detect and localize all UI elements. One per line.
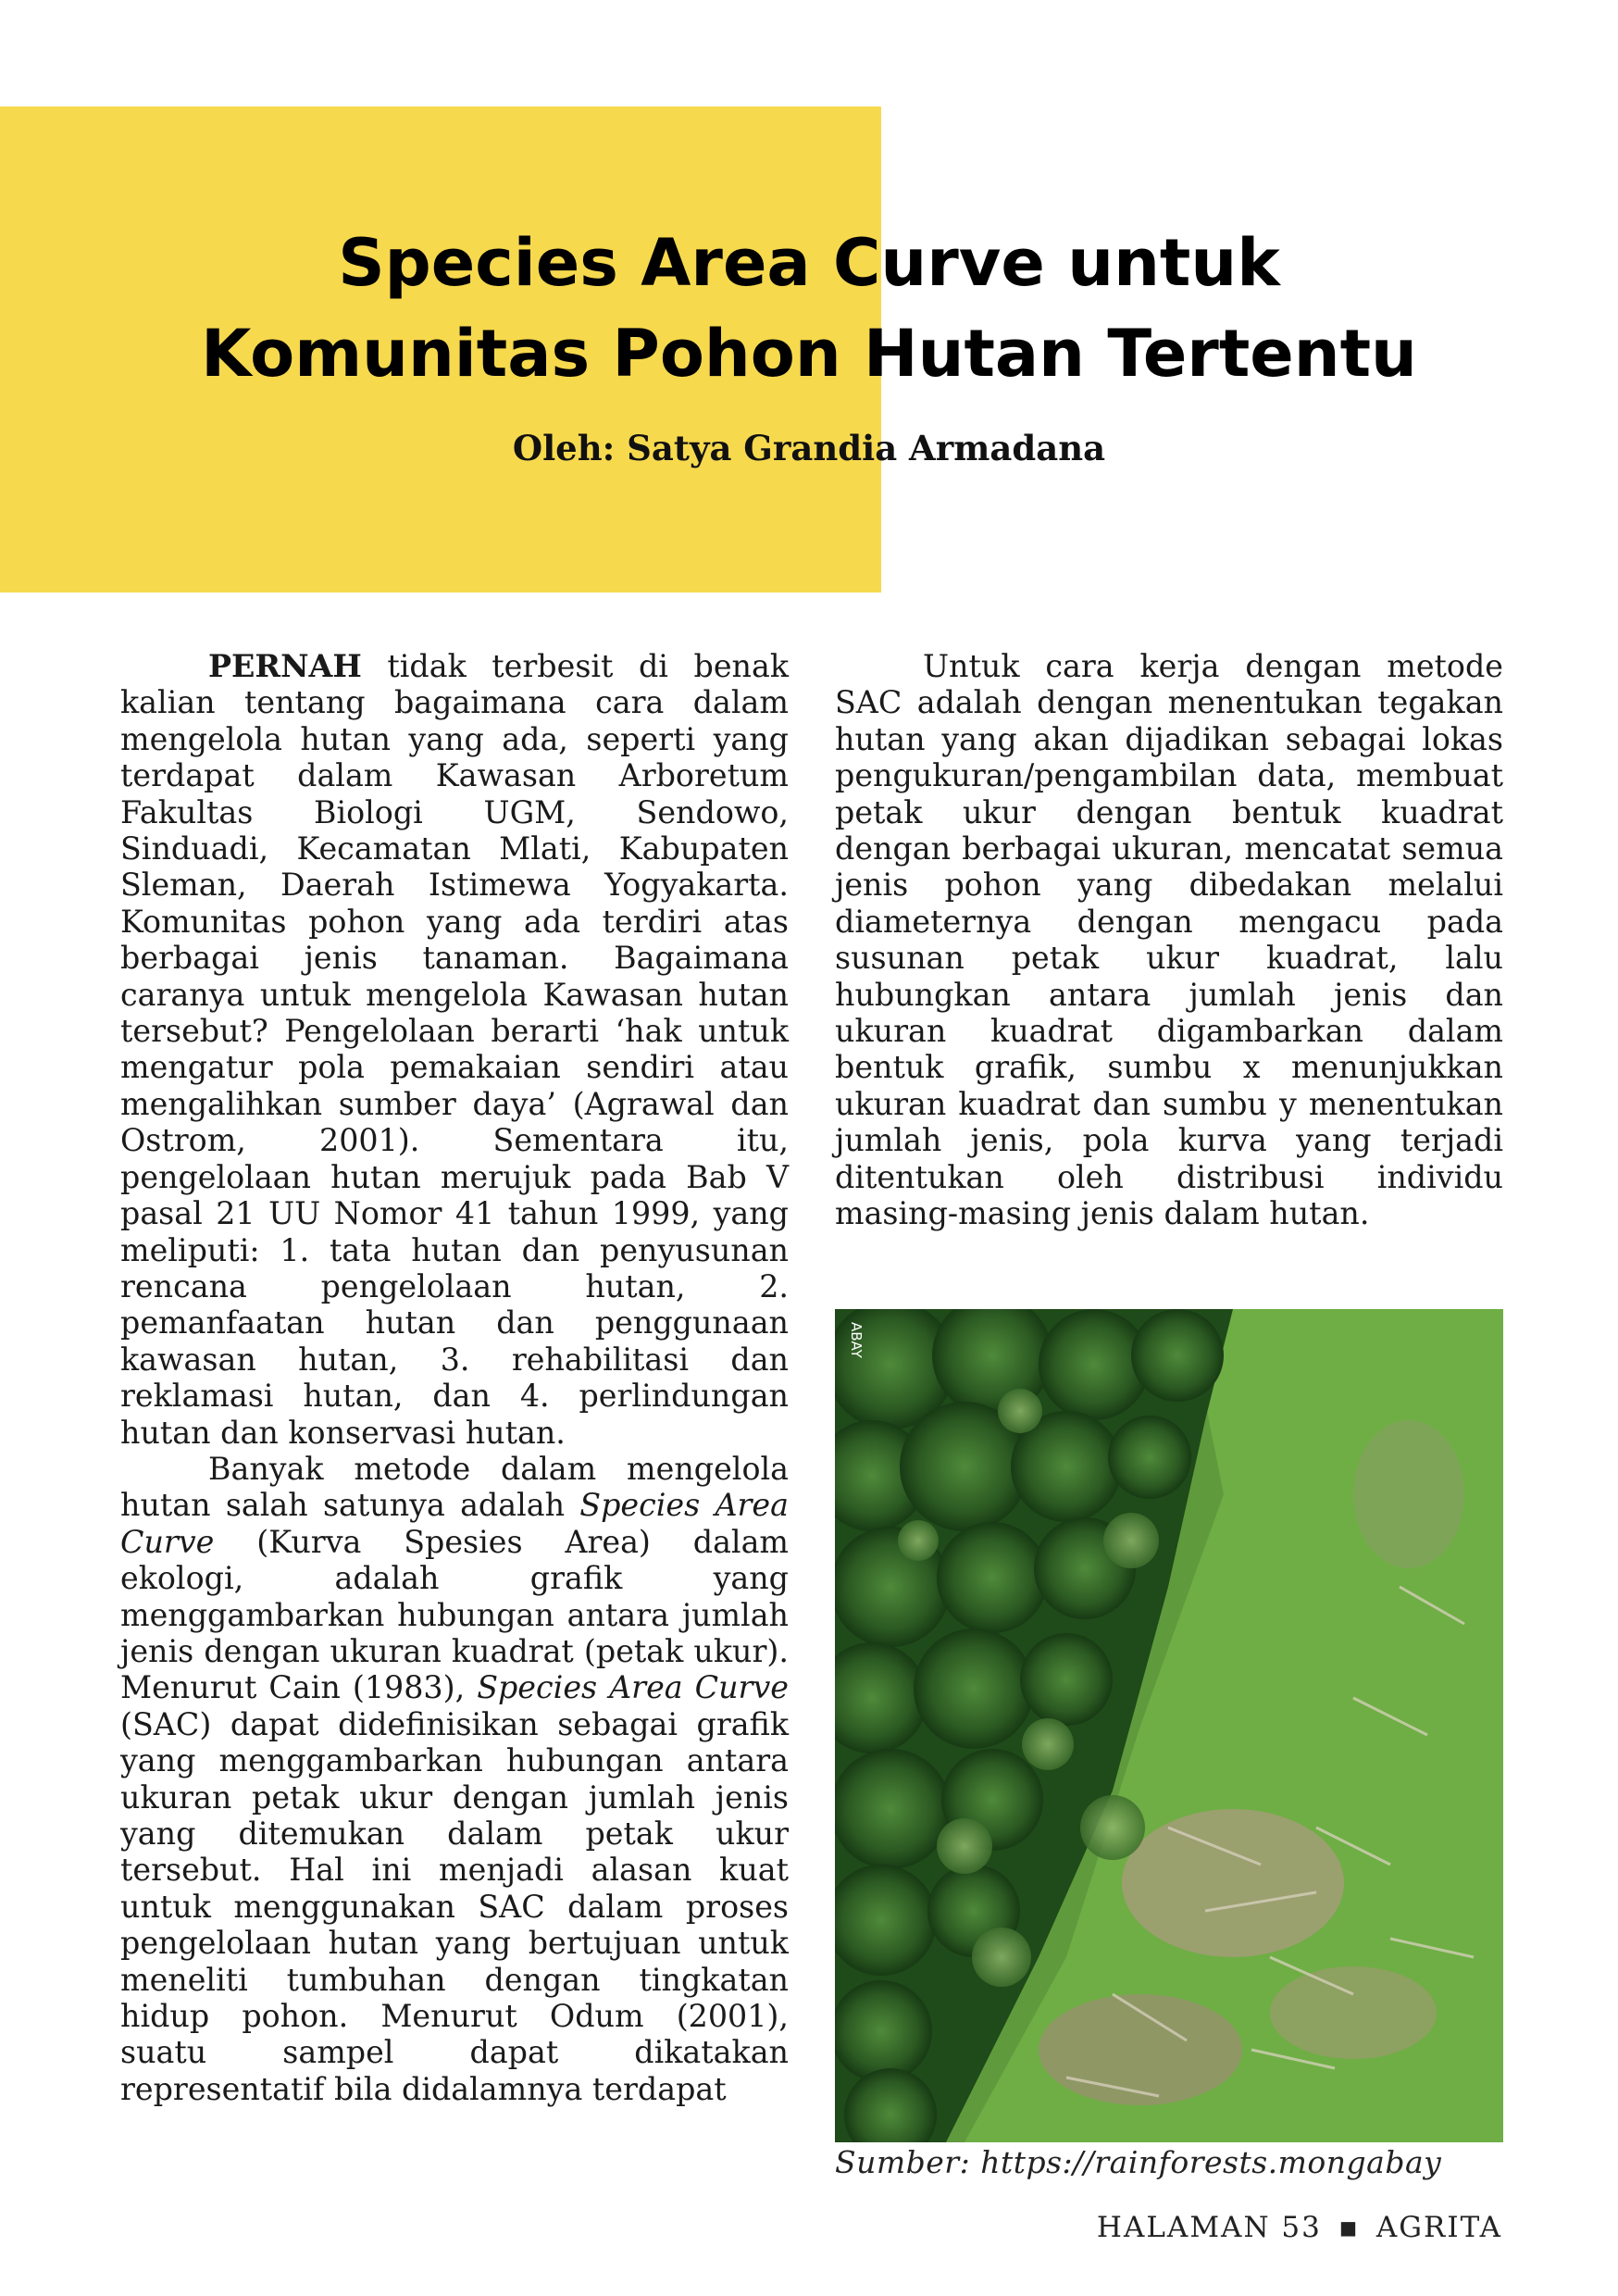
- paragraph-lead-word: PERNAH: [208, 648, 362, 684]
- forest-photo-illustration: [835, 1309, 1503, 2142]
- article-column-right: [835, 648, 1503, 1232]
- forest-aerial-photo: [835, 1309, 1503, 2142]
- article-title-line-1: Species Area Curve untuk: [338, 225, 1280, 301]
- magazine-name: AGRITA: [1375, 2211, 1502, 2244]
- term-species-area-curve-2: Species Area Curve: [477, 1669, 789, 1706]
- article-column-left: [120, 648, 789, 2107]
- paragraph-sac-procedure: Untuk cara kerja dengan metode SAC adalah dengan menentukan tegakan hutan yang akan dijadikan sebagai lokas pengukuran/pengambilan data, membuat petak ukur dengan bentuk kuadrat dengan berbagai ukuran, mencatat semua jenis pohon yang dibedakan melalui diameternya dengan mengacu pada susunan petak ukur kuadrat, lalu hubungkan antara jumlah jenis dan ukuran kuadrat digambarkan dalam bentuk grafik, sumbu x menunjukkan ukuran kuadrat dan sumbu y menentukan jumlah jenis, pola kurva yang terjadi ditentukan oleh distribusi individu masing-masing jenis dalam hutan.: [835, 648, 1503, 1232]
- paragraph-methods: [120, 1451, 789, 2107]
- page-footer: [1097, 2211, 1502, 2244]
- footer-separator: ▪: [1338, 2211, 1360, 2244]
- paragraph-methods-text-c: (SAC) dapat didefinisikan sebagai grafik yang menggambarkan hubungan antara ukuran petak ukur dengan jumlah jenis yang ditemukan dalam petak ukur tersebut. Hal ini menjadi alasan kuat untuk menggunakan SAC dalam proses pengelolaan hutan yang bertujuan untuk meneliti tumbuhan dengan tingkatan hidup pohon. Menurut Odum (2001), suatu sampel dapat dikatakan representatif bila didalamnya terdapat: [120, 1705, 789, 2107]
- photo-watermark: ABAY: [848, 1322, 865, 1358]
- author-byline: Oleh: Satya Grandia Armadana: [512, 428, 1106, 468]
- paragraph-methods-text-b: (Kurva Spesies Area) dalam ekologi, adalah grafik yang menggambarkan hubungan antara jumlah jenis dengan ukuran kuadrat (petak ukur). Menurut Cain (1983),: [120, 1523, 789, 1706]
- paragraph-intro-text: tidak terbesit di benak kalian tentang bagaimana cara dalam mengelola hutan yang ada, seperti yang terdapat dalam Kawasan Arboretum Fakultas Biologi UGM, Sendowo, Sinduadi, Kecamatan Mlati, Kabupaten Sleman, Daerah Istimewa Yogyakarta. Komunitas pohon yang ada terdiri atas berbagai jenis tanaman. Bagaimana caranya untuk mengelola Kawasan hutan tersebut? Pengelolaan berarti ‘hak untuk mengatur pola pemakaian sendiri atau mengalihkan sumber daya’ (Agrawal dan Ostrom, 2001). Sementara itu, pengelolaan hutan merujuk pada Bab V pasal 21 UU Nomor 41 tahun 1999, yang meliputi: 1. tata hutan dan penyusunan rencana pengelolaan hutan, 2. pemanfaatan hutan dan penggunaan kawasan hutan, 3. rehabilitasi dan reklamasi hutan, dan 4. perlindungan hutan dan konservasi hutan.: [120, 648, 789, 1451]
- photo-caption: Sumber: https://rainforests.mongabay: [835, 2144, 1442, 2180]
- article-title-line-2: Komunitas Pohon Hutan Tertentu: [201, 316, 1417, 392]
- term-species-area-curve: Species Area Curve: [120, 1487, 789, 1560]
- article-title: [0, 218, 1618, 399]
- paragraph-intro: [120, 648, 789, 1451]
- paragraph-methods-text-a: Banyak metode dalam mengelola hutan salah satunya adalah: [120, 1450, 789, 1524]
- page-number-label: HALAMAN 53: [1096, 2211, 1322, 2244]
